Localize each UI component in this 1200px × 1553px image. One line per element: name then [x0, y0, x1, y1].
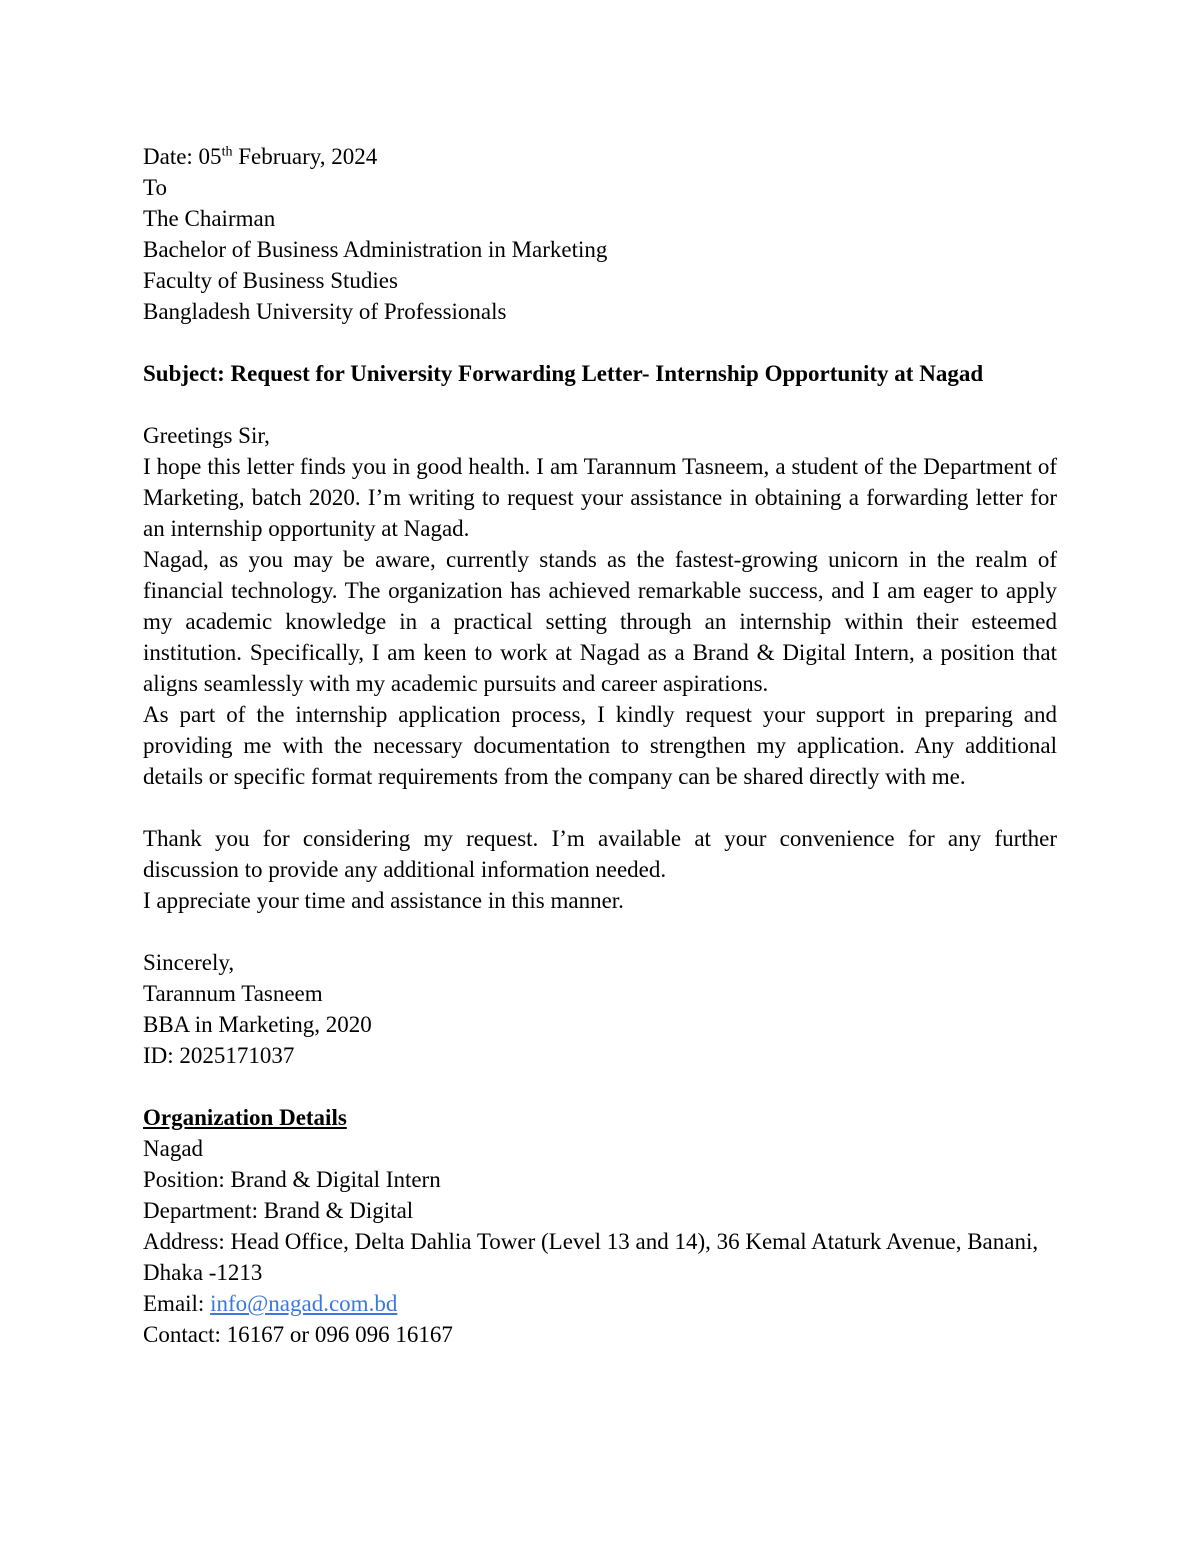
date-prefix: Date: 05 [143, 144, 222, 169]
recipient-line-program: Bachelor of Business Administration in Marketing [143, 237, 608, 262]
closing-paragraph-1: Thank you for considering my request. I’m available at your convenience for any further discussion to provide any additional information needed. [143, 826, 1057, 882]
body-paragraph-1: I hope this letter finds you in good health. I am Tarannum Tasneem, a student of the Department of Marketing, batch 2020. I’m writing to request your assistance in obtaining a forwarding letter for an internship opportunity at Nagad. [143, 454, 1057, 541]
body-paragraph-2: Nagad, as you may be aware, currently stands as the fastest-growing unicorn in the realm of financial technology. The organization has achieved remarkable success, and I am eager to apply my academic knowledge in a practical setting through an internship within their esteemed institution. Specifically, I am keen to work at Nagad as a Brand & Digital Intern, a position that aligns seamlessly with my academic pursuits and career aspirations. [143, 547, 1057, 696]
date-line [143, 141, 1057, 172]
body-paragraph-3: As part of the internship application process, I kindly request your support in preparing and providing me with the necessary documentation to strengthen my application. Any additional details or specific format requirements from the company can be shared directly with me. [143, 702, 1057, 789]
salutation: Greetings Sir, [143, 423, 270, 448]
organization-details-block [143, 1102, 1057, 1350]
recipient-block [143, 172, 1057, 327]
organization-email-line [143, 1288, 1057, 1319]
date-suffix: February, 2024 [232, 144, 378, 169]
organization-contact: Contact: 16167 or 096 096 16167 [143, 1322, 453, 1347]
organization-department: Department: Brand & Digital [143, 1198, 414, 1223]
signoff-sincerely: Sincerely, [143, 950, 235, 975]
recipient-line-faculty: Faculty of Business Studies [143, 268, 398, 293]
closing-paragraph-2: I appreciate your time and assistance in this manner. [143, 888, 624, 913]
organization-address: Address: Head Office, Delta Dahlia Tower (Level 13 and 14), 36 Kemal Ataturk Avenue, Banani, Dhaka -1213 [143, 1229, 1039, 1285]
signoff-program: BBA in Marketing, 2020 [143, 1012, 372, 1037]
organization-details-heading: Organization Details [143, 1105, 347, 1130]
recipient-line-chairman: The Chairman [143, 206, 276, 231]
recipient-line-university: Bangladesh University of Professionals [143, 299, 507, 324]
recipient-line-to: To [143, 175, 167, 200]
email-link[interactable]: info@nagad.com.bd [210, 1291, 398, 1316]
organization-name: Nagad [143, 1136, 204, 1161]
signoff-block [143, 947, 1057, 1071]
signoff-id: ID: 2025171037 [143, 1043, 295, 1068]
email-label: Email: [143, 1291, 211, 1316]
subject-line: Subject: Request for University Forwarding Letter- Internship Opportunity at Nagad [143, 361, 984, 386]
date-ordinal-superscript: th [221, 144, 233, 160]
organization-position: Position: Brand & Digital Intern [143, 1167, 441, 1192]
signoff-name: Tarannum Tasneem [143, 981, 323, 1006]
